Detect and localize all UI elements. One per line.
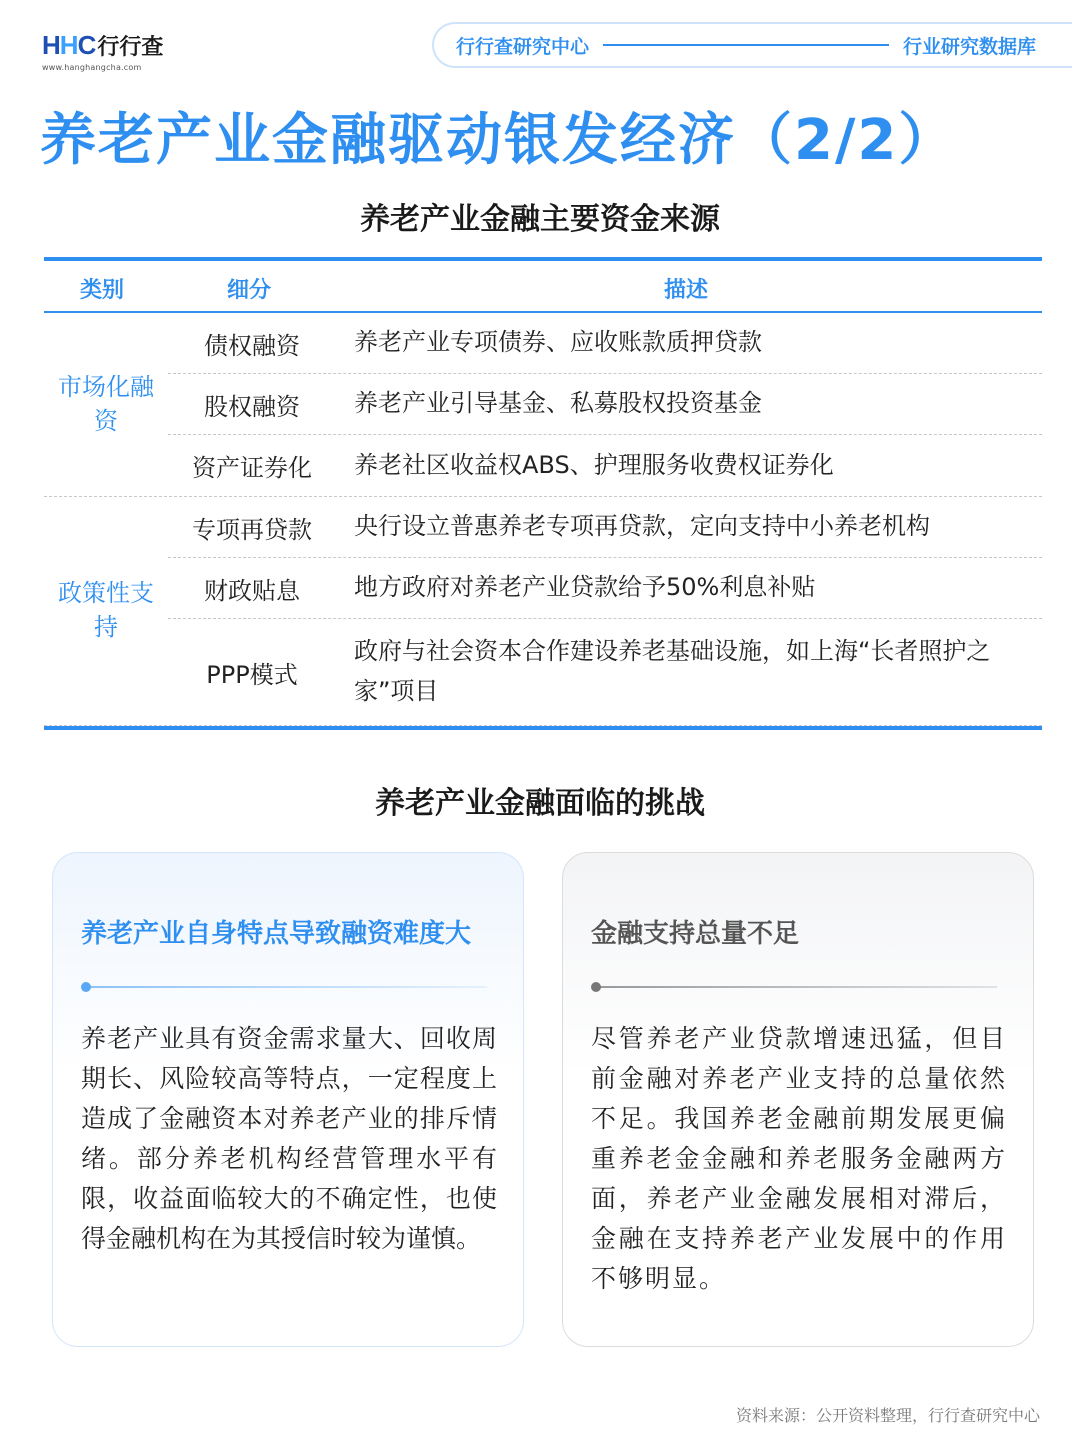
category-cell: 政策性支持 [58,579,154,641]
source-note: 资料来源：公开资料整理，行行查研究中心 [735,1406,1040,1425]
page-title: 养老产业金融驱动银发经济（2/2） [40,108,957,173]
logo-url: www.hanghangcha.com [42,63,142,72]
header-description: 描述 [664,278,709,303]
subcategory-cell: PPP模式 [206,660,298,689]
subcategory-cell: 股权融资 [204,392,300,421]
description-cell: 政府与社会资本合作建设养老基础设施，如上海“长者照护之家”项目 [354,637,991,705]
table-row [168,313,1042,374]
header-category: 类别 [80,278,125,303]
description-cell: 养老产业专项债券、应收账款质押贷款 [354,328,762,357]
table-row [168,497,1042,558]
description-cell: 养老产业引导基金、私募股权投资基金 [354,389,762,418]
card-title: 金融支持总量不足 [591,919,800,950]
logo-mark: HHC [42,30,96,60]
logo-cn-text: 行行查 [97,35,164,60]
table-header-row [44,261,1042,313]
subcategory-cell: 专项再贷款 [192,515,312,544]
table-row [168,374,1042,435]
table-row [168,619,1042,725]
table-group-market [44,313,1042,497]
card-body: 尽管养老产业贷款增速迅猛，但目前金融对养老产业支持的总量依然不足。我国养老金融前期发展更偏重养老金金融和养老服务金融两方面，养老产业金融发展相对滞后，金融在支持养老产业发展中的作用不够明显。 [591,1024,1007,1293]
funding-sources-table [44,257,1042,730]
header-subcategory: 细分 [227,278,272,303]
card-body: 养老产业具有资金需求量大、回收周期长、风险较高等特点，一定程度上造成了金融资本对养老产业的排斥情绪。部分养老机构经营管理水平有限，收益面临较大的不确定性，也使得金融机构在为其授信时较为谨慎。 [81,1024,497,1253]
table-section-title: 养老产业金融主要资金来源 [360,202,720,237]
header-divider-line [603,44,889,46]
card-divider [81,981,487,993]
database-label: 行业研究数据库 [902,35,1036,58]
card-title: 养老产业自身特点导致融资难度大 [81,919,472,950]
table-bottom-border [44,726,1042,730]
challenge-card-insufficient-support [562,852,1034,1347]
header-banner [432,22,1072,68]
subcategory-cell: 债权融资 [204,331,300,360]
description-cell: 央行设立普惠养老专项再贷款，定向支持中小养老机构 [354,512,930,541]
subcategory-cell: 财政贴息 [204,576,300,605]
logo[interactable] [42,30,192,70]
table-row [168,435,1042,496]
subcategory-cell: 资产证券化 [192,454,312,482]
description-cell: 地方政府对养老产业贷款给予50%利息补贴 [354,573,816,602]
card-divider [591,981,997,993]
challenge-card-financing-difficulty [52,852,524,1347]
table-group-policy [44,497,1042,726]
challenges-section-title: 养老产业金融面临的挑战 [375,786,705,821]
category-cell: 市场化融资 [58,372,154,435]
research-center-label: 行行查研究中心 [456,35,590,58]
table-row [168,558,1042,619]
description-cell: 养老社区收益权ABS、护理服务收费权证券化 [354,450,834,479]
